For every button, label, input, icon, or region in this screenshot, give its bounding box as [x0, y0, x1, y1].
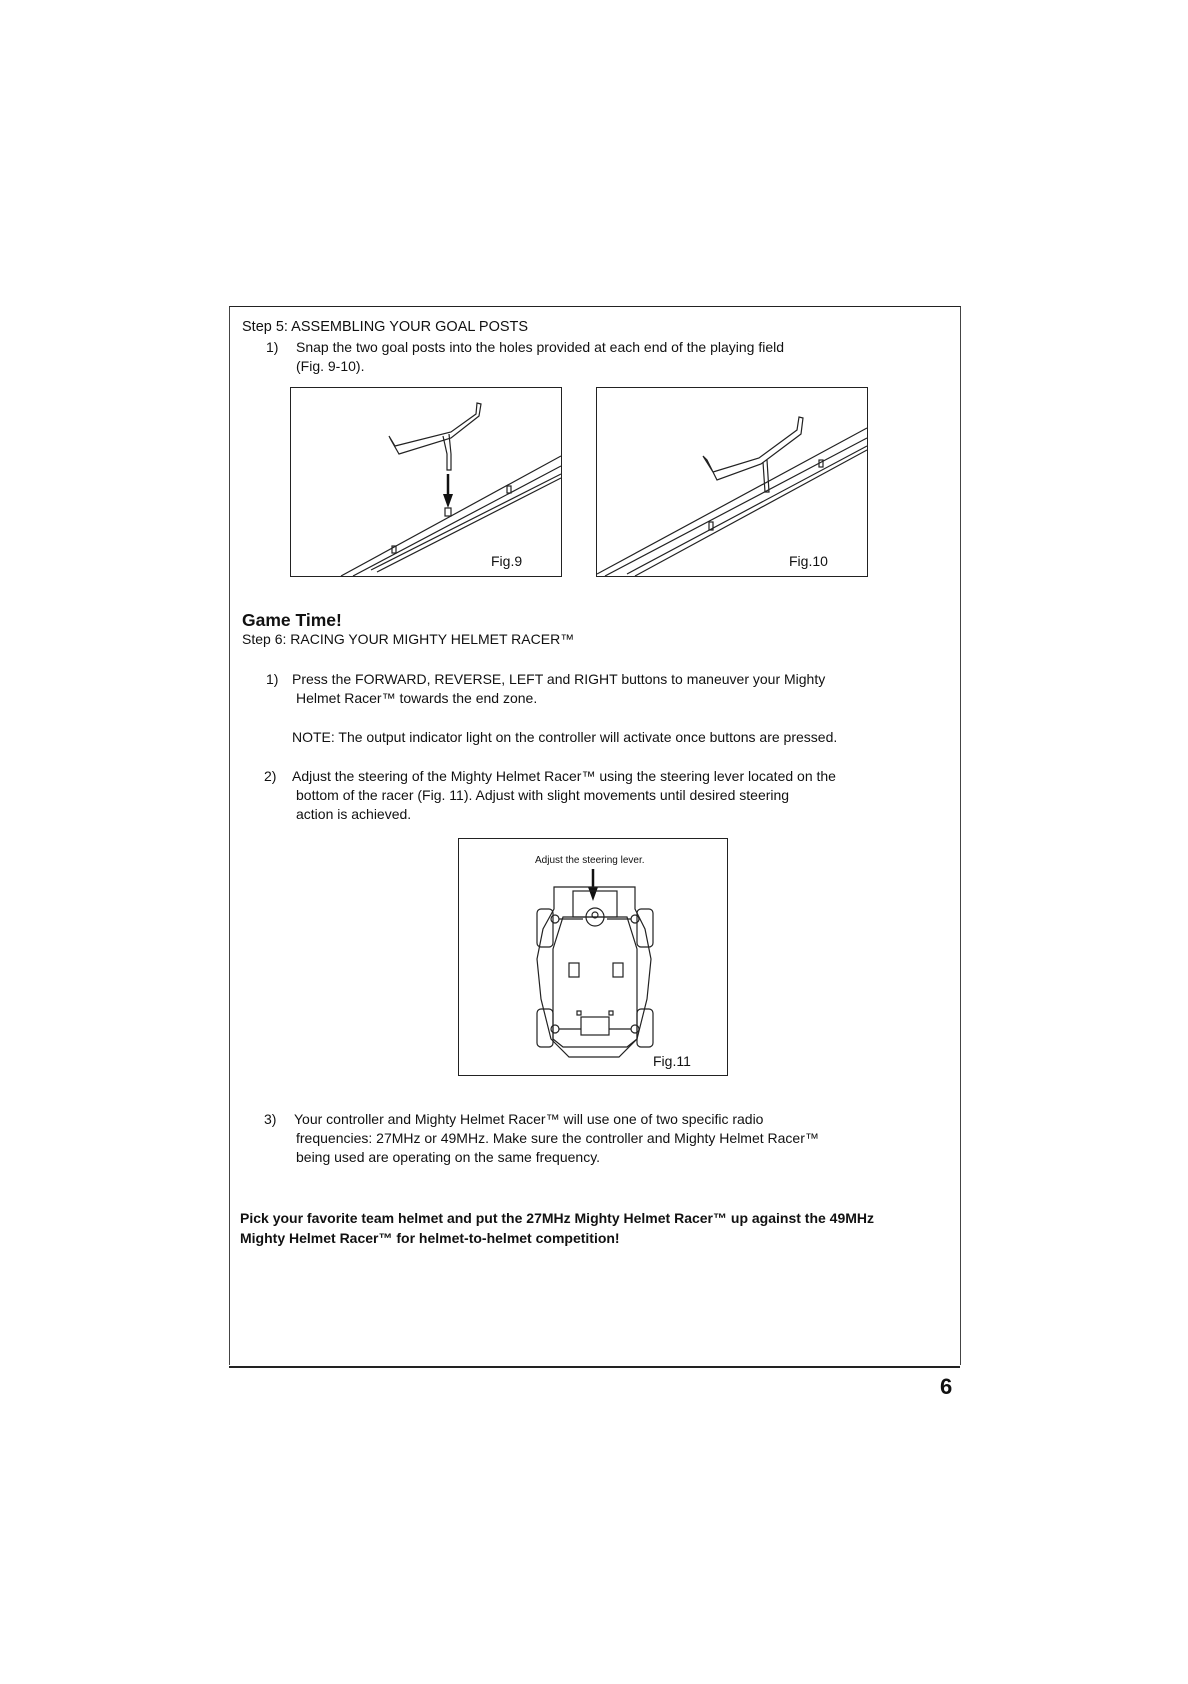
step6-item3-line3: being used are operating on the same frequency.: [296, 1149, 601, 1165]
figure-11: [458, 838, 728, 1076]
step6-item2-number: 2): [264, 768, 277, 784]
fig11-caption: Adjust the steering lever.: [535, 855, 645, 866]
step6-item3-line2: frequencies: 27MHz or 49MHz. Make sure the controller and Mighty Helmet Racer™: [296, 1130, 819, 1146]
fig10-label: Fig.10: [789, 553, 828, 569]
step6-item1-number: 1): [266, 671, 279, 687]
step6-item3-number: 3): [264, 1111, 277, 1127]
step6-heading: Step 6: RACING YOUR MIGHTY HELMET RACER™: [242, 631, 575, 647]
fig11-label: Fig.11: [653, 1053, 691, 1069]
game-time-title: Game Time!: [242, 610, 342, 630]
goal-post-installed-illustration: [597, 388, 867, 576]
page-number: 6: [940, 1374, 953, 1399]
note-text: NOTE: The output indicator light on the controller will activate once buttons are pressed.: [292, 729, 838, 745]
step6-item1-line1: Press the FORWARD, REVERSE, LEFT and RIGHT buttons to maneuver your Mighty: [292, 671, 826, 687]
step6-item2-line2: bottom of the racer (Fig. 11). Adjust with slight movements until desired steering: [296, 787, 790, 803]
step5-heading: Step 5: ASSEMBLING YOUR GOAL POSTS: [242, 319, 529, 335]
bottom-rule: [229, 1366, 960, 1368]
closing-line2: Mighty Helmet Racer™ for helmet-to-helmet competition!: [240, 1230, 620, 1246]
step5-item1-line1: Snap the two goal posts into the holes provided at each end of the playing field: [296, 339, 785, 355]
figure-10: [596, 387, 868, 577]
step6-item2-line3: action is achieved.: [296, 806, 412, 822]
closing-line1: Pick your favorite team helmet and put the 27MHz Mighty Helmet Racer™ up against the 49MHz: [240, 1210, 875, 1226]
goal-post-insertion-illustration: [291, 388, 561, 576]
step6-item1-line2: Helmet Racer™ towards the end zone.: [296, 690, 538, 706]
step6-item3-line1: Your controller and Mighty Helmet Racer™ will use one of two specific radio: [294, 1111, 764, 1127]
racer-underside-illustration: [459, 839, 727, 1075]
step5-item1-line2: (Fig. 9-10).: [296, 358, 365, 374]
step5-item1-number: 1): [266, 339, 279, 355]
fig9-label: Fig.9: [491, 553, 523, 569]
figure-9: [290, 387, 562, 577]
step6-item2-line1: Adjust the steering of the Mighty Helmet Racer™ using the steering lever located on the: [292, 768, 836, 784]
